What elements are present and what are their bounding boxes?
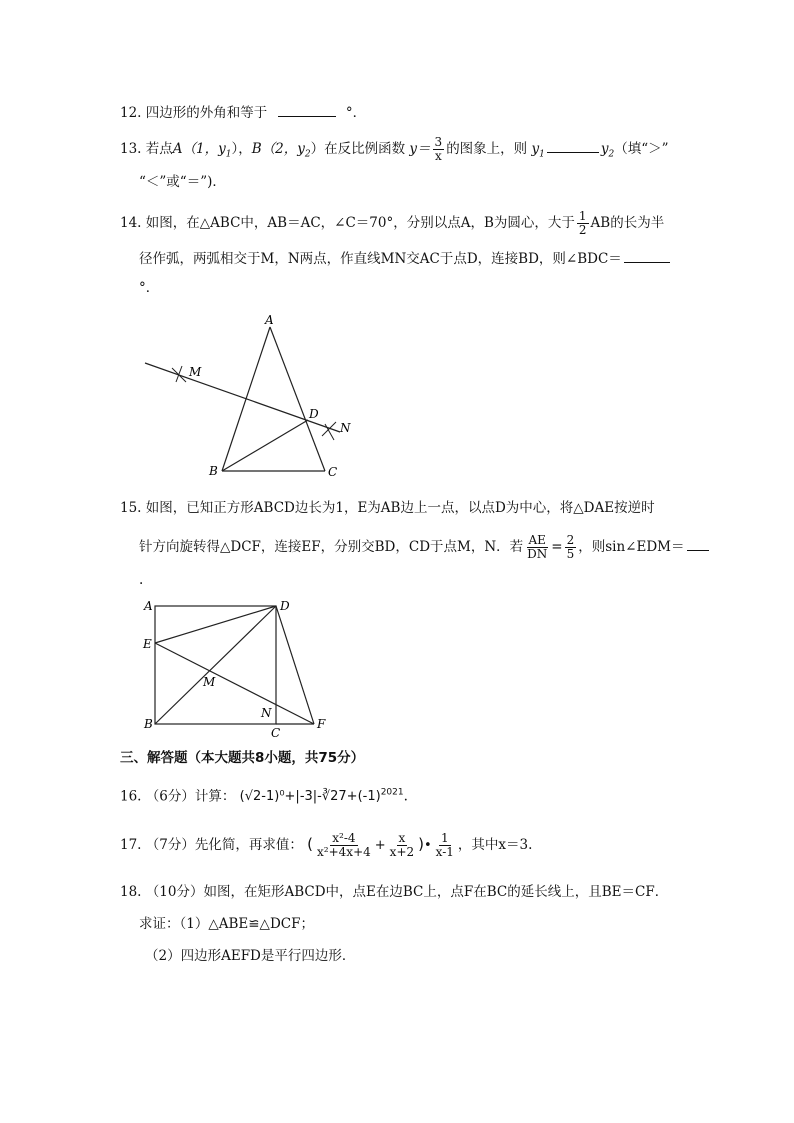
q15-diagonal-bd	[155, 606, 276, 724]
q14-line-2-text: 径作弧，两弧相交于M，N两点，作直线MN交AC于点D，连接BD，则∠BDC＝	[139, 251, 622, 267]
q17-fraction-1	[315, 832, 373, 859]
q15-label-n: N	[261, 706, 272, 720]
question-12	[120, 102, 366, 123]
q13-sub-1: 1	[225, 149, 232, 160]
q12-answer-blank	[278, 102, 336, 117]
q14-text-2: AB的长为半	[590, 215, 665, 231]
q12-tail: °．	[345, 105, 367, 121]
q13-answer-blank	[547, 138, 599, 153]
q15-frac2-num: 2	[566, 533, 575, 547]
q15-label-a: A	[144, 599, 153, 613]
q16-expr: (√2-1)⁰+|-3|-∛27+(-1)	[239, 789, 381, 805]
q15-label-m: M	[203, 675, 216, 689]
question-13	[120, 136, 669, 165]
q13-y-equals: y＝	[409, 141, 431, 157]
q14-arc-mark-m	[172, 366, 186, 382]
q18-line-3: （2）四边形AEFD是平行四边形．	[145, 948, 356, 964]
q13-text-4: （填“＞”	[614, 141, 669, 157]
q15-frac-den: DN	[527, 547, 548, 561]
q17-fraction-2	[388, 832, 416, 859]
q16-number: 16.	[120, 788, 142, 805]
q15-frac-num: AE	[528, 533, 546, 547]
q18-text: （10分）如图，在矩形ABCD中，点E在边BC上，点F在BC的延长线上，且BE＝CF．	[145, 884, 669, 900]
q17-f1-den: x²+4x+4	[317, 845, 371, 859]
q13-mid: ），	[231, 141, 252, 157]
q17-f3-den: x-1	[435, 845, 454, 859]
question-16	[120, 783, 408, 807]
q13-text-2: ）在反比例函数	[310, 141, 406, 157]
q14-segment-bd	[222, 420, 308, 471]
q15-line-2	[139, 534, 709, 561]
q14-frac-den: 2	[578, 223, 587, 237]
q16-exponent: 2021	[380, 788, 404, 798]
q13-point-a: A（1，y	[172, 141, 226, 157]
q14-frac-num: 1	[578, 209, 587, 223]
q14-line-2	[139, 248, 670, 269]
q13-text-1: 若点	[145, 141, 173, 157]
q15-text-1: 如图，已知正方形ABCD边长为1，E为AB边上一点，以点D为中心，将△DAE按逆时	[145, 500, 655, 516]
q14-label-b: B	[209, 464, 218, 478]
q14-label-a: A	[265, 313, 274, 327]
q18-line-2: 求证：（1）△ABE≌△DCF；	[139, 916, 314, 932]
q17-open-paren: (	[307, 835, 314, 853]
section-3-heading: 三、解答题（本大题共8小题，共75分）	[120, 750, 365, 766]
q17-f2-den: x+2	[389, 845, 415, 859]
q15-square-figure	[140, 595, 340, 740]
q16-text: （6分）计算：	[145, 788, 236, 805]
q14-label-m: M	[189, 365, 202, 379]
q15-label-d: D	[280, 599, 290, 613]
q16-tail: .	[403, 788, 408, 805]
q17-dot: •	[424, 838, 432, 853]
q17-f3-num: 1	[440, 831, 449, 845]
q13-frac-num: 3	[434, 135, 443, 149]
question-15	[120, 498, 655, 518]
q15-label-e: E	[143, 637, 152, 651]
q13-frac-den: x	[434, 149, 442, 163]
q17-f1-num: x²-4	[332, 831, 356, 845]
q14-line-mn	[145, 363, 340, 432]
q12-text: 四边形的外角和等于	[145, 105, 268, 121]
question-17	[120, 832, 532, 859]
q14-label-d: D	[309, 407, 319, 421]
q14-arc-mark-n	[322, 422, 336, 440]
q15-fraction-ae-dn	[525, 534, 549, 561]
q15-segment-ef	[155, 643, 314, 724]
q14-label-n: N	[340, 421, 351, 435]
q15-number: 15.	[120, 500, 142, 516]
q18-number: 18.	[120, 884, 142, 900]
q17-f2-num: x	[398, 831, 406, 845]
q13-point-b: B（2，y	[251, 141, 305, 157]
q14-segment-ac	[270, 327, 325, 471]
q13-fraction	[433, 136, 445, 163]
q14-text-1: 如图，在△ABC中，AB＝AC，∠C＝70°，分别以点A，B为圆心，大于	[145, 215, 575, 231]
q14-triangle-figure	[140, 310, 360, 480]
q12-number: 12.	[120, 105, 142, 121]
q14-answer-blank	[624, 248, 670, 263]
q17-close-paren: )	[418, 835, 424, 853]
q13-sub-2: 2	[304, 149, 311, 160]
q15-line-2-tail: ，则sin∠EDM＝	[578, 539, 685, 555]
q17-number: 17.	[120, 837, 142, 853]
q17-text: （7分）先化简，再求值：	[145, 837, 303, 853]
q14-line-3: °．	[139, 280, 160, 296]
q14-fraction	[577, 210, 589, 237]
q15-label-b: B	[144, 717, 153, 731]
q15-line-2-text: 针方向旋转得△DCF，连接EF，分别交BD，CD于点M，N．若	[139, 539, 524, 555]
q15-frac2-den: 5	[566, 547, 575, 561]
q13-text-3: 的图象上，则	[446, 141, 528, 157]
q17-tail: ，其中x＝3.	[457, 837, 533, 853]
q13-number: 13.	[120, 141, 142, 157]
q15-label-c: C	[271, 726, 281, 740]
q15-segment-df	[276, 606, 314, 724]
q15-fraction-2-5	[565, 534, 577, 561]
q13-y1: y	[531, 141, 540, 157]
question-18	[120, 882, 668, 902]
q15-answer-blank	[687, 536, 709, 551]
q13-line-2: “＜”或“＝”)．	[139, 174, 226, 190]
question-14	[120, 210, 664, 237]
q15-equals: =	[551, 539, 563, 555]
q13-y1-sub: 1	[539, 149, 545, 160]
q14-label-c: C	[328, 465, 338, 479]
q15-label-f: F	[317, 717, 326, 731]
q15-line-3: .	[139, 572, 144, 588]
q17-plus: +	[374, 838, 386, 853]
q14-number: 14.	[120, 215, 142, 231]
q16-expression	[240, 789, 404, 804]
q13-y2-sub: 2	[608, 149, 615, 160]
q13-y2: y	[600, 141, 609, 157]
q17-fraction-3	[434, 832, 456, 859]
